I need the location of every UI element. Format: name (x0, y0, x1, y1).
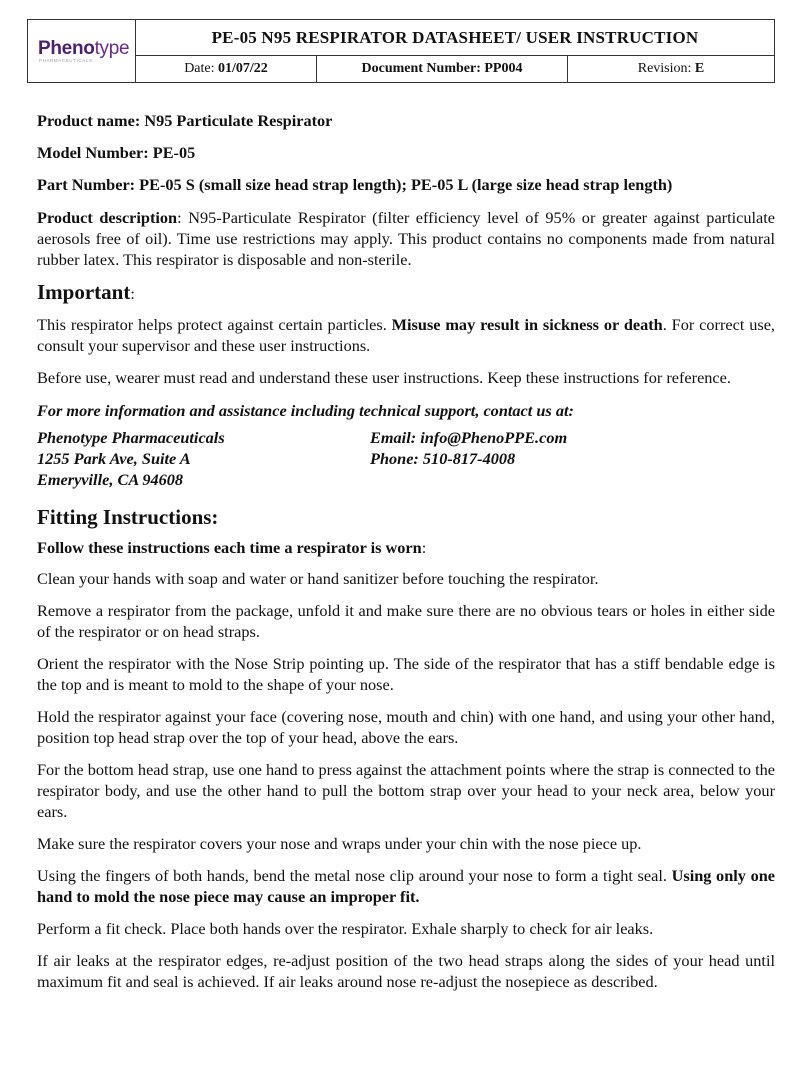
doc-number-value: PP004 (484, 61, 523, 76)
document-number-cell (317, 56, 568, 82)
model-number: Model Number: PE-05 (37, 143, 196, 162)
part-number: Part Number: PE-05 S (small size head strap length); PE-05 L (large size head strap length) (37, 175, 673, 194)
date-cell (136, 56, 317, 82)
company-logo (28, 20, 136, 82)
document-header (27, 19, 775, 83)
contact-block (37, 427, 775, 490)
important-p1-text-b: . For correct use, consult your supervisor and these user instructions. (37, 315, 776, 355)
document-title: PE-05 N95 RESPIRATOR DATASHEET/ USER INSTRUCTION (136, 20, 774, 56)
revision-label: Revision: (637, 61, 692, 76)
document-body (37, 110, 775, 992)
fitting-step-2: Remove a respirator from the package, unfold it and make sure there are no obvious tears or holes in either side of the respirator or on head straps. (37, 601, 775, 641)
contact-address (37, 427, 370, 490)
nose-piece-warning: Using only one hand to mold the nose piece may cause an improper fit. (37, 866, 775, 906)
logo-text-part1: Pheno (38, 38, 95, 59)
important-heading-line (37, 280, 775, 305)
contact-email[interactable]: Email: info@PhenoPPE.com (370, 428, 568, 447)
fitting-step-1: Clean your hands with soap and water or hand sanitizer before touching the respirator. (37, 569, 599, 588)
revision-cell (568, 56, 774, 82)
fitting-subheading (37, 537, 775, 558)
fitting-heading: Fitting Instructions: (37, 505, 219, 529)
logo-subtitle: PHARMACEUTICALS (39, 58, 93, 63)
date-label: Date: (184, 61, 215, 76)
product-name: Product name: N95 Particulate Respirator (37, 111, 333, 130)
header-info (136, 20, 774, 82)
product-description-label: Product description (37, 208, 178, 227)
company-name: Phenotype Pharmaceuticals (37, 428, 225, 447)
fitting-subheading-text: Follow these instructions each time a respirator is worn (37, 538, 422, 557)
fitting-step-6: Make sure the respirator covers your nose and wraps under your chin with the nose piece up. (37, 834, 642, 853)
address-line-1: 1255 Park Ave, Suite A (37, 449, 191, 468)
contact-phone[interactable]: Phone: 510-817-4008 (370, 449, 516, 468)
fitting-step-3: Orient the respirator with the Nose Strip pointing up. The side of the respirator that has a stiff bendable edge is the top and is meant to mold to the shape of your nose. (37, 654, 775, 694)
important-colon: : (130, 286, 135, 303)
doc-number-label: Document Number: (361, 61, 481, 76)
contact-channels (370, 427, 567, 490)
fitting-step-9: If air leaks at the respirator edges, re-adjust position of the two head straps along the sides of your head until maximum fit and seal is achieved. If air leaks around nose re-adjust the nosepiece as described. (37, 951, 775, 991)
fitting-step-7-text: Using the fingers of both hands, bend the metal nose clip around your nose to form a tight seal. (37, 866, 672, 885)
revision-value: E (694, 61, 705, 76)
product-description (37, 207, 775, 270)
important-paragraph-1 (37, 314, 775, 356)
date-value: 01/07/22 (218, 61, 268, 76)
fitting-step-5: For the bottom head strap, use one hand to press against the attachment points where the strap is connected to the respirator body, and use the other hand to pull the bottom strap over your head to your neck area, below your ears. (37, 760, 775, 821)
fitting-subheading-colon: : (421, 538, 427, 557)
logo-wordmark (38, 39, 135, 58)
address-line-2: Emeryville, CA 94608 (37, 470, 184, 489)
misuse-warning: Misuse may result in sickness or death (391, 315, 663, 334)
product-description-text: : N95-Particulate Respirator (filter efficiency level of 95% or greater against particulate aerosols free of oil). Time use restrictions may apply. This product contains no components made from natural rubber latex. This respirator is disposable and non-sterile. (37, 208, 776, 269)
fitting-step-4: Hold the respirator against your face (covering nose, mouth and chin) with one hand, and using your other hand, position top head strap over the top of your head, above the ears. (37, 707, 775, 747)
fitting-step-7 (37, 865, 775, 907)
contact-heading: For more information and assistance including technical support, contact us at: (37, 401, 574, 420)
logo-text-part2: type (94, 38, 130, 59)
fitting-step-8: Perform a fit check. Place both hands over the respirator. Exhale sharply to check for air leaks. (37, 919, 654, 938)
important-paragraph-2: Before use, wearer must read and understand these user instructions. Keep these instructions for reference. (37, 368, 731, 387)
header-meta-row (136, 56, 774, 82)
important-p1-text-a: This respirator helps protect against certain particles. (37, 315, 392, 334)
important-heading: Important (37, 280, 131, 304)
